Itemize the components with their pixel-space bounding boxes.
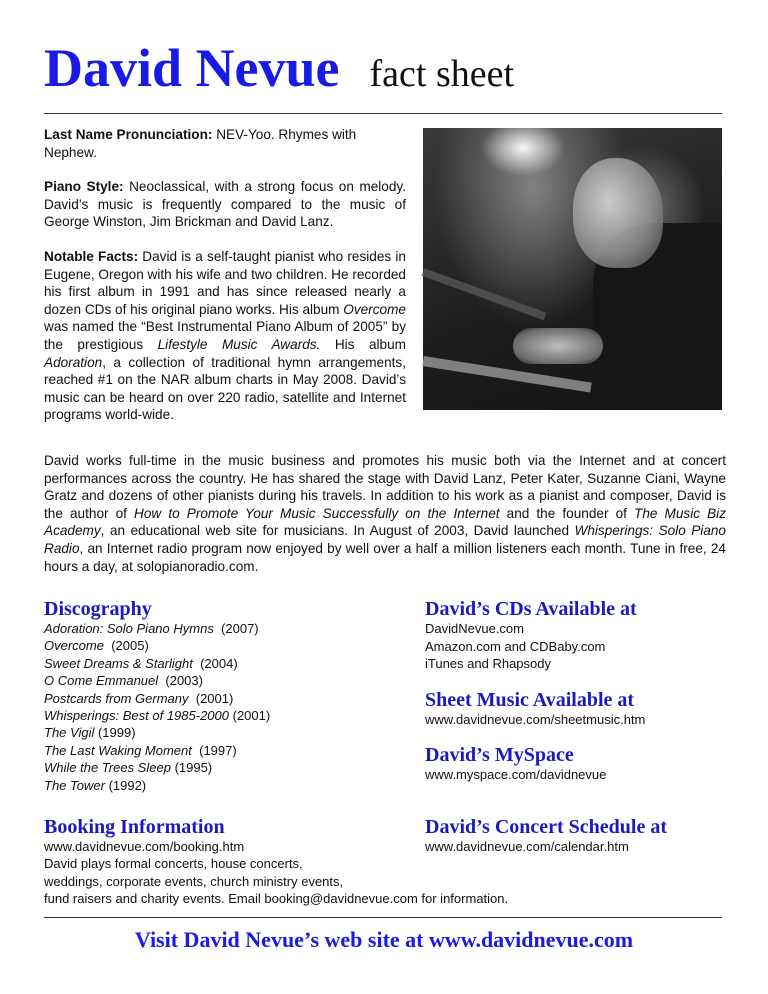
notable-facts-text: His album xyxy=(320,336,406,352)
pronunciation-paragraph xyxy=(44,126,406,161)
list-item xyxy=(44,655,404,672)
album-year: (2001) xyxy=(232,708,271,724)
sheet-music-heading: Sheet Music Available at xyxy=(425,688,635,711)
bio-text: , an educational web site for musicians. In August of 2003, David launched xyxy=(100,523,575,539)
sheet-music-section xyxy=(425,689,735,729)
cds-available-section xyxy=(425,598,735,673)
book-title: How to Promote Your Music Successfully on the Internet xyxy=(134,505,500,521)
list-item xyxy=(44,707,404,724)
sheet-music-link[interactable]: www.davidnevue.com/sheetmusic.htm xyxy=(425,711,646,727)
pronunciation-label: Last Name Pronunciation: xyxy=(44,127,213,142)
retailer-link[interactable]: Amazon.com and CDBaby.com xyxy=(425,638,606,654)
album-title: The Tower xyxy=(44,777,105,793)
artist-photo xyxy=(423,128,722,410)
album-year: (1992) xyxy=(108,777,147,793)
concert-schedule-heading: David’s Concert Schedule at xyxy=(425,816,668,838)
discography-list xyxy=(44,620,404,794)
album-title: Postcards from Germany xyxy=(44,690,189,706)
list-item xyxy=(44,724,404,741)
list-item xyxy=(44,637,404,654)
list-item xyxy=(44,777,404,794)
bio-text: David works full-time in the music business and promotes his music both via the Internet and at concert performances across the country. He has shared the stage with David Lanz, Peter Kater, Suzanne Ciani, Wayne Gratz and dozens of other pianists during his travels. In addition to his work as a pianist and composer, David is the author of xyxy=(44,453,726,521)
academy-name: The Music Biz Academy xyxy=(44,505,726,539)
album-title: While the Trees Sleep xyxy=(44,760,171,776)
list-item xyxy=(44,759,404,776)
piano-style-label: Piano Style: xyxy=(44,179,124,195)
header-divider xyxy=(44,113,722,114)
album-title: O Come Emmanuel xyxy=(44,673,159,689)
discography-section xyxy=(44,598,404,794)
bio-text: , an Internet radio program now enjoyed by well over a half a million listeners each month. Tune in free, 24 hours a day, at solopianoradio.com. xyxy=(44,540,726,574)
album-title: Adoration: Solo Piano Hymns xyxy=(44,621,214,636)
list-item xyxy=(44,742,404,759)
album-year: (1995) xyxy=(174,760,213,776)
artist-name: David Nevue xyxy=(44,38,340,98)
album-year: (2001) xyxy=(195,690,234,706)
album-year: (1999) xyxy=(97,725,136,741)
myspace-link[interactable]: www.myspace.com/davidnevue xyxy=(425,767,607,783)
piano-style-paragraph xyxy=(44,178,406,231)
album-title: The Vigil xyxy=(44,725,95,741)
photo-hands xyxy=(513,328,603,364)
award-name: Lifestyle Music Awards. xyxy=(157,336,321,352)
page-title xyxy=(44,38,514,104)
notable-facts-text: , a collection of traditional hymn arrangements, reached #1 on the NAR album charts in May 2008. David’s music can be heard on over 220 radio, satellite and Internet programs world-wide. xyxy=(44,354,406,423)
retailer-link[interactable]: iTunes and Rhapsody xyxy=(425,656,551,672)
booking-text: David plays formal concerts, house concerts, xyxy=(44,856,303,872)
notable-facts-paragraph xyxy=(44,248,406,424)
album-title: Overcome xyxy=(343,301,406,317)
myspace-section xyxy=(425,744,735,784)
notable-facts-text: was named the “Best Instrumental Piano Album of 2005” by the prestigious xyxy=(44,319,406,352)
album-title: Overcome xyxy=(44,638,104,654)
concert-schedule-link[interactable]: www.davidnevue.com/calendar.htm xyxy=(425,839,629,854)
list-item xyxy=(44,690,404,707)
concert-schedule-section xyxy=(425,816,735,855)
footer-divider xyxy=(44,917,722,918)
discography-heading: Discography xyxy=(44,598,152,620)
album-title: Sweet Dreams & Starlight xyxy=(44,655,193,671)
radio-name: Whisperings: Solo Piano Radio xyxy=(44,523,726,556)
booking-text: fund raisers and charity events. Email booking@davidnevue.com for information. xyxy=(44,891,509,907)
booking-link[interactable]: www.davidnevue.com/booking.htm xyxy=(44,839,245,854)
album-year: (2003) xyxy=(165,673,203,689)
notable-facts-text: David is a self-taught pianist who resides in Eugene, Oregon with his wife and two children. He recorded his first album in 1991 and has since released nearly a dozen CDs of his original piano works. His album xyxy=(44,248,406,317)
album-title: The Last Waking Moment xyxy=(44,742,192,758)
booking-heading: Booking Information xyxy=(44,816,225,838)
page-subtitle: fact sheet xyxy=(369,53,515,95)
album-year: (2005) xyxy=(111,638,149,654)
pronunciation-text: NEV-Yoo. Rhymes with Nephew. xyxy=(44,127,357,160)
album-year: (2007) xyxy=(221,621,259,636)
album-title: Adoration xyxy=(44,354,103,370)
list-item xyxy=(44,620,404,637)
retailer-link[interactable]: DavidNevue.com xyxy=(425,621,524,636)
bio-text: and the founder of xyxy=(499,505,635,521)
album-year: (1997) xyxy=(199,742,237,758)
footer-website-link[interactable]: Visit David Nevue’s web site at www.davidnevue.com xyxy=(134,927,634,952)
cds-available-heading: David’s CDs Available at xyxy=(425,598,637,620)
photo-figure-head xyxy=(573,158,663,268)
album-title: Whisperings: Best of 1985-2000 xyxy=(44,708,229,724)
piano-style-text: Neoclassical, with a strong focus on melody. David’s music is frequently compared to the music of George Winston, Jim Brickman and David Lanz. xyxy=(44,179,406,230)
piano-lid xyxy=(422,268,547,320)
list-item xyxy=(44,672,404,689)
availability-column xyxy=(425,598,735,796)
bio-paragraph xyxy=(44,452,726,575)
album-year: (2004) xyxy=(200,655,238,671)
myspace-heading: David’s MySpace xyxy=(425,744,574,767)
booking-text: weddings, corporate events, church ministry events, xyxy=(44,873,344,889)
notable-facts-label: Notable Facts: xyxy=(44,248,139,264)
facts-column xyxy=(44,126,406,441)
